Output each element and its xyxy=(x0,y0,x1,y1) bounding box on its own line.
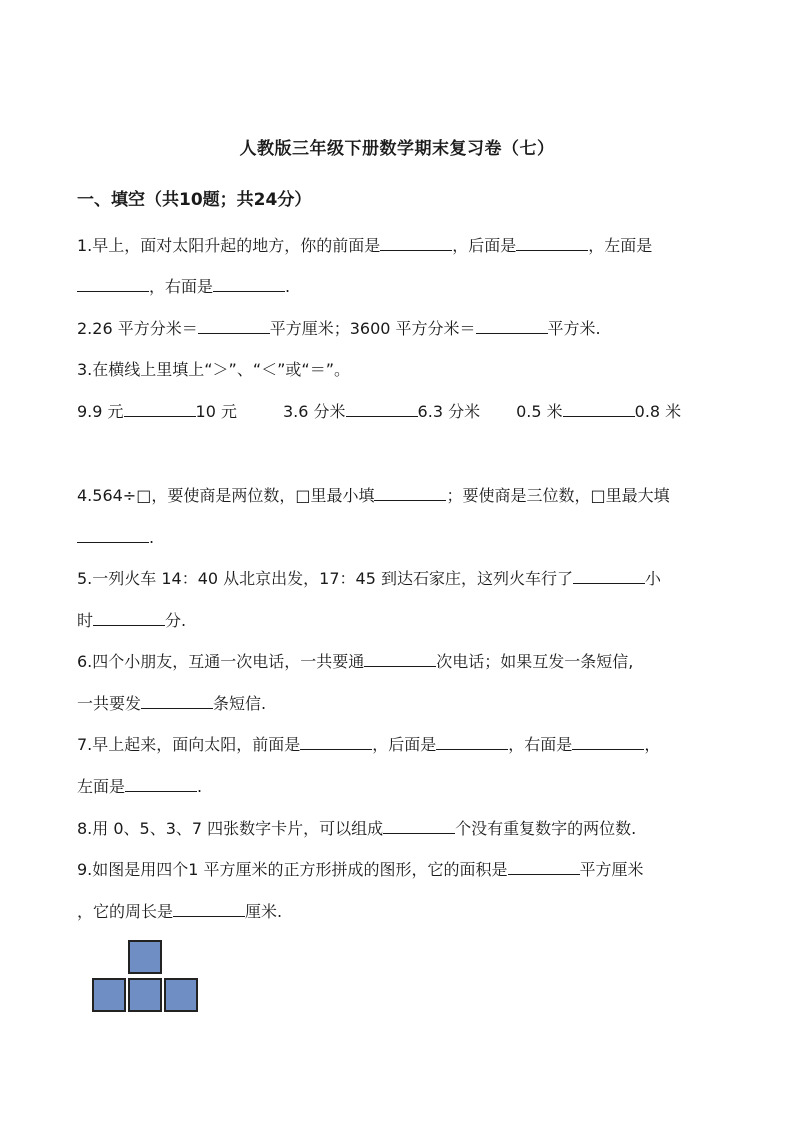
answer-blank[interactable] xyxy=(374,484,446,501)
answer-blank[interactable] xyxy=(124,400,196,417)
answer-blank[interactable] xyxy=(436,733,508,750)
question-3-comparisons: 9.9 元 10 元 3.6 分米 6.3 分米 0.5 米 0.8 米 xyxy=(77,402,682,421)
square-bottom-middle xyxy=(128,978,162,1012)
question-6-line-2: 一共要发 条短信. xyxy=(77,694,267,713)
question-9-line-1: 9.如图是用四个1 平方厘米的正方形拼成的图形，它的面积是 平方厘米 xyxy=(77,860,644,879)
answer-blank[interactable] xyxy=(380,234,452,251)
answer-blank[interactable] xyxy=(508,858,580,875)
question-5-line-1: 5.一列火车 14：40 从北京出发，17：45 到达石家庄，这列火车行了 小 xyxy=(77,569,661,588)
answer-blank[interactable] xyxy=(93,609,165,626)
answer-blank[interactable] xyxy=(572,733,644,750)
section-heading: 一、填空（共10题；共24分） xyxy=(77,190,312,210)
answer-blank[interactable] xyxy=(300,733,372,750)
answer-blank[interactable] xyxy=(77,275,149,292)
answer-blank[interactable] xyxy=(476,317,548,334)
page-title: 人教版三年级下册数学期末复习卷（七） xyxy=(239,139,555,159)
question-3: 3.在横线上里填上“＞”、“＜”或“＝”。 xyxy=(77,360,351,379)
answer-blank[interactable] xyxy=(516,234,588,251)
square-figure xyxy=(92,940,202,1016)
square-bottom-left xyxy=(92,978,126,1012)
question-4-line-1: 4.564÷□，要使商是两位数，□里最小填 ；要使商是三位数，□里最大填 xyxy=(77,486,670,505)
answer-blank[interactable] xyxy=(125,775,197,792)
square-bottom-right xyxy=(164,978,198,1012)
answer-blank[interactable] xyxy=(173,900,245,917)
question-4-line-2: . xyxy=(77,526,154,550)
answer-blank[interactable] xyxy=(346,400,418,417)
answer-blank[interactable] xyxy=(213,275,285,292)
question-2: 2.26 平方分米＝ 平方厘米；3600 平方分米＝ 平方米. xyxy=(77,319,601,338)
question-1-line-2: ，右面是 . xyxy=(77,275,290,299)
answer-blank[interactable] xyxy=(364,650,436,667)
question-8: 8.用 0、5、3、7 四张数字卡片，可以组成 个没有重复数字的两位数. xyxy=(77,819,637,838)
question-6-line-1: 6.四个小朋友，互通一次电话，一共要通 次电话；如果互发一条短信, xyxy=(77,652,634,671)
question-1-line-1: 1.早上，面对太阳升起的地方，你的前面是 ，后面是 ，左面是 xyxy=(77,236,653,255)
answer-blank[interactable] xyxy=(77,526,149,543)
question-9-line-2: ，它的周长是 厘米. xyxy=(77,902,283,921)
answer-blank[interactable] xyxy=(573,567,645,584)
answer-blank[interactable] xyxy=(198,317,270,334)
answer-blank[interactable] xyxy=(141,692,213,709)
question-7-line-1: 7.早上起来，面向太阳，前面是 ，后面是 ，右面是 ， xyxy=(77,735,661,754)
question-5-line-2: 时 分. xyxy=(77,611,187,630)
answer-blank[interactable] xyxy=(563,400,635,417)
answer-blank[interactable] xyxy=(383,817,455,834)
square-top xyxy=(128,940,162,974)
question-7-line-2: 左面是 . xyxy=(77,777,203,796)
